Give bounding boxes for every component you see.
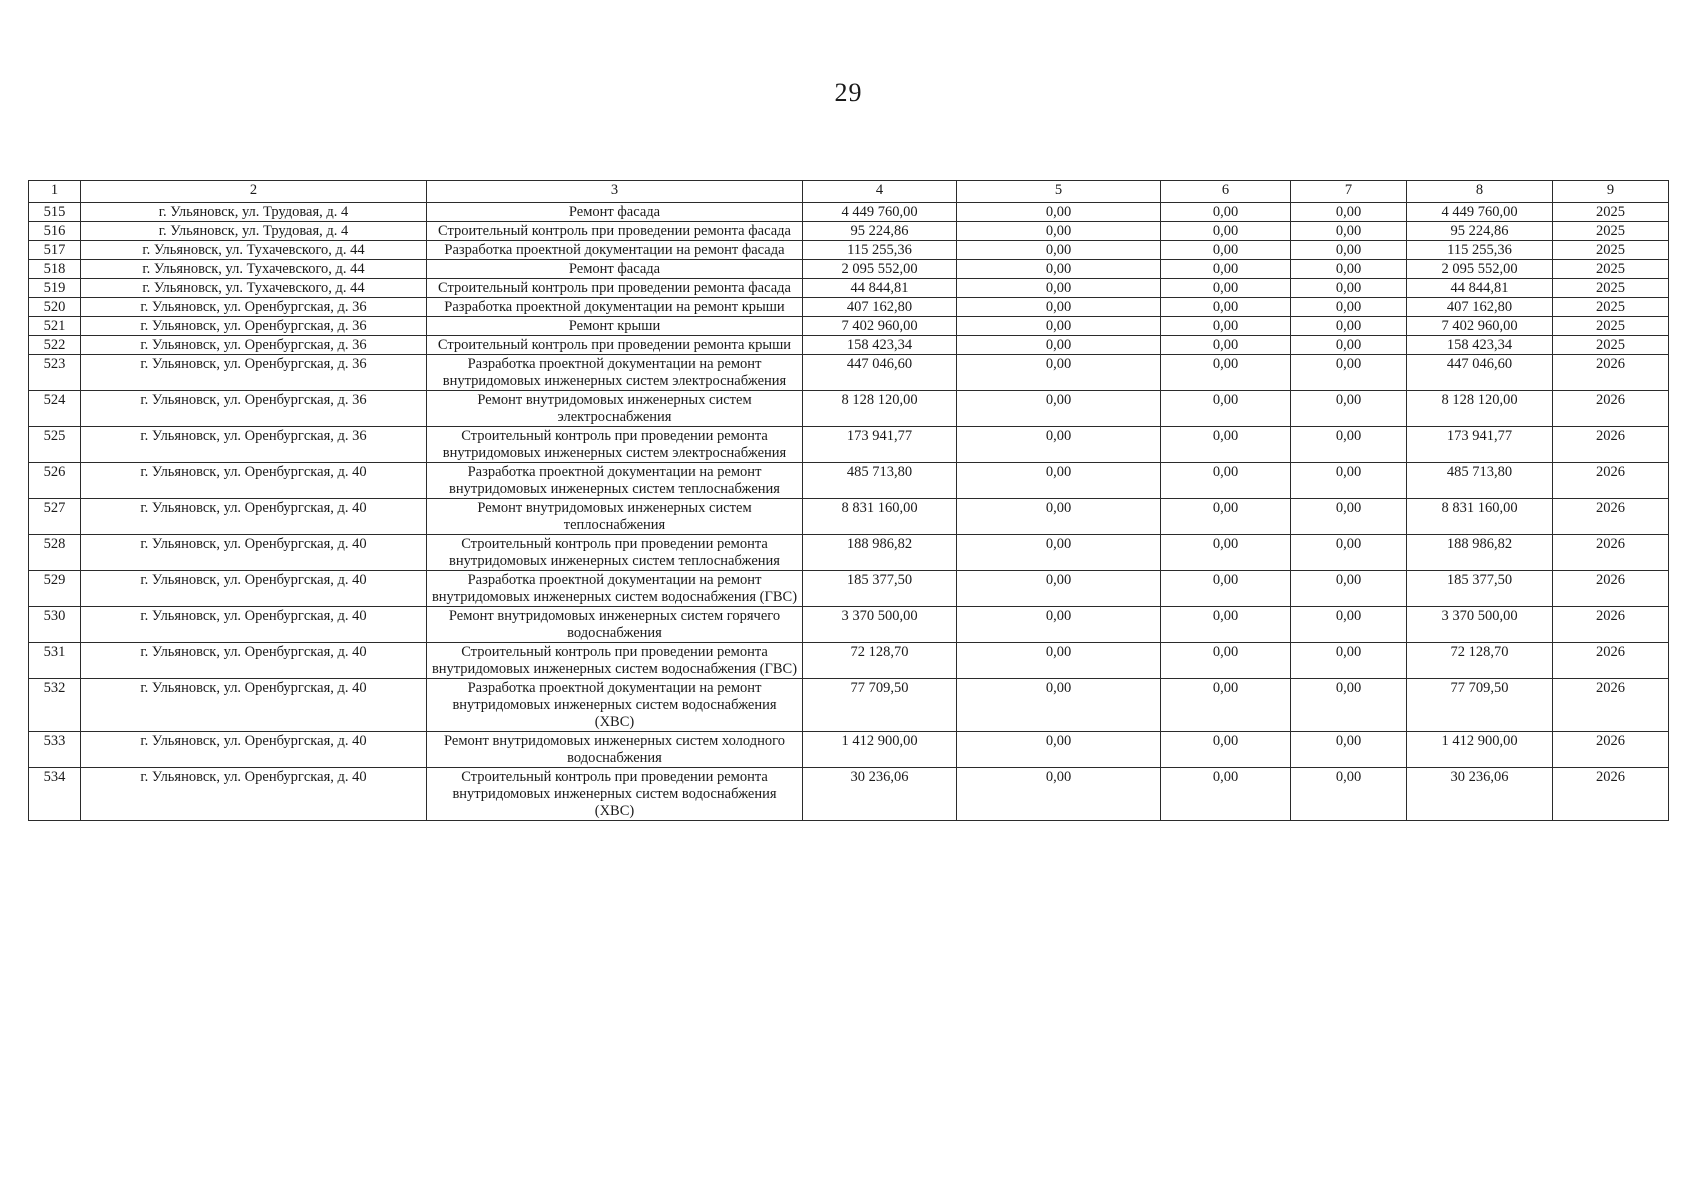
year-cell: 2025 [1553, 279, 1669, 298]
amount-cell: 0,00 [1161, 427, 1291, 463]
table-row [29, 317, 1669, 336]
address-cell: г. Ульяновск, ул. Оренбургская, д. 36 [81, 355, 427, 391]
amount-cell: 0,00 [957, 499, 1161, 535]
amount-cell: 0,00 [1291, 391, 1407, 427]
amount-cell: 7 402 960,00 [1407, 317, 1553, 336]
amount-cell: 30 236,06 [1407, 768, 1553, 821]
amount-cell: 0,00 [957, 427, 1161, 463]
amount-cell: 0,00 [1291, 279, 1407, 298]
row-number-cell: 523 [29, 355, 81, 391]
address-cell: г. Ульяновск, ул. Оренбургская, д. 40 [81, 499, 427, 535]
amount-cell: 0,00 [1161, 336, 1291, 355]
year-cell: 2026 [1553, 355, 1669, 391]
work-type-cell: Разработка проектной документации на ремонт внутридомовых инженерных систем водоснабжения (ХВС) [427, 679, 803, 732]
column-number: 7 [1291, 181, 1407, 203]
address-cell: г. Ульяновск, ул. Трудовая, д. 4 [81, 222, 427, 241]
amount-cell: 77 709,50 [803, 679, 957, 732]
column-number: 1 [29, 181, 81, 203]
work-type-cell: Разработка проектной документации на ремонт фасада [427, 241, 803, 260]
amount-cell: 0,00 [957, 241, 1161, 260]
amount-cell: 0,00 [1161, 499, 1291, 535]
year-cell: 2025 [1553, 203, 1669, 222]
year-cell: 2026 [1553, 427, 1669, 463]
amount-cell: 0,00 [1161, 535, 1291, 571]
row-number-cell: 525 [29, 427, 81, 463]
amount-cell: 447 046,60 [803, 355, 957, 391]
row-number-cell: 533 [29, 732, 81, 768]
amount-cell: 185 377,50 [1407, 571, 1553, 607]
page-number: 29 [834, 78, 863, 107]
work-type-cell: Ремонт внутридомовых инженерных систем горячего водоснабжения [427, 607, 803, 643]
address-cell: г. Ульяновск, ул. Оренбургская, д. 40 [81, 607, 427, 643]
table-row [29, 571, 1669, 607]
year-cell: 2026 [1553, 463, 1669, 499]
amount-cell: 0,00 [1291, 768, 1407, 821]
row-number-cell: 529 [29, 571, 81, 607]
amount-cell: 0,00 [957, 298, 1161, 317]
address-cell: г. Ульяновск, ул. Оренбургская, д. 36 [81, 336, 427, 355]
amount-cell: 2 095 552,00 [1407, 260, 1553, 279]
work-type-cell: Строительный контроль при проведении ремонта крыши [427, 336, 803, 355]
row-number-cell: 521 [29, 317, 81, 336]
amount-cell: 0,00 [1161, 679, 1291, 732]
row-number-cell: 520 [29, 298, 81, 317]
year-cell: 2026 [1553, 643, 1669, 679]
table-row [29, 336, 1669, 355]
table-row [29, 679, 1669, 732]
amount-cell: 0,00 [1161, 607, 1291, 643]
amount-cell: 0,00 [957, 391, 1161, 427]
work-type-cell: Разработка проектной документации на ремонт внутридомовых инженерных систем теплоснабжения [427, 463, 803, 499]
amount-cell: 0,00 [1291, 463, 1407, 499]
amount-cell: 72 128,70 [803, 643, 957, 679]
amount-cell: 0,00 [1161, 260, 1291, 279]
work-type-cell: Ремонт внутридомовых инженерных систем электроснабжения [427, 391, 803, 427]
row-number-cell: 530 [29, 607, 81, 643]
work-type-cell: Ремонт фасада [427, 203, 803, 222]
amount-cell: 185 377,50 [803, 571, 957, 607]
amount-cell: 8 831 160,00 [1407, 499, 1553, 535]
amount-cell: 0,00 [1161, 355, 1291, 391]
column-number: 4 [803, 181, 957, 203]
amount-cell: 0,00 [1291, 241, 1407, 260]
amount-cell: 0,00 [1161, 463, 1291, 499]
row-number-cell: 516 [29, 222, 81, 241]
amount-cell: 0,00 [957, 279, 1161, 298]
amount-cell: 44 844,81 [803, 279, 957, 298]
amount-cell: 0,00 [1161, 317, 1291, 336]
year-cell: 2025 [1553, 317, 1669, 336]
address-cell: г. Ульяновск, ул. Оренбургская, д. 40 [81, 768, 427, 821]
amount-cell: 3 370 500,00 [1407, 607, 1553, 643]
year-cell: 2026 [1553, 499, 1669, 535]
row-number-cell: 524 [29, 391, 81, 427]
address-cell: г. Ульяновск, ул. Оренбургская, д. 36 [81, 391, 427, 427]
amount-cell: 0,00 [957, 535, 1161, 571]
address-cell: г. Ульяновск, ул. Тухачевского, д. 44 [81, 260, 427, 279]
amount-cell: 0,00 [1161, 222, 1291, 241]
amount-cell: 485 713,80 [803, 463, 957, 499]
amount-cell: 95 224,86 [1407, 222, 1553, 241]
work-type-cell: Строительный контроль при проведении ремонта внутридомовых инженерных систем электроснабжения [427, 427, 803, 463]
amount-cell: 0,00 [1161, 571, 1291, 607]
address-cell: г. Ульяновск, ул. Оренбургская, д. 40 [81, 732, 427, 768]
amount-cell: 407 162,80 [803, 298, 957, 317]
address-cell: г. Ульяновск, ул. Оренбургская, д. 36 [81, 427, 427, 463]
table-row [29, 241, 1669, 260]
amount-cell: 72 128,70 [1407, 643, 1553, 679]
amount-cell: 0,00 [1291, 535, 1407, 571]
amount-cell: 0,00 [1291, 336, 1407, 355]
row-number-cell: 531 [29, 643, 81, 679]
amount-cell: 0,00 [957, 260, 1161, 279]
row-number-cell: 519 [29, 279, 81, 298]
address-cell: г. Ульяновск, ул. Оренбургская, д. 36 [81, 298, 427, 317]
amount-cell: 0,00 [1291, 732, 1407, 768]
amount-cell: 0,00 [957, 607, 1161, 643]
table-row [29, 203, 1669, 222]
amount-cell: 158 423,34 [803, 336, 957, 355]
table-row [29, 607, 1669, 643]
work-type-cell: Разработка проектной документации на ремонт крыши [427, 298, 803, 317]
amount-cell: 95 224,86 [803, 222, 957, 241]
works-table [28, 180, 1669, 821]
address-cell: г. Ульяновск, ул. Тухачевского, д. 44 [81, 241, 427, 260]
amount-cell: 0,00 [1161, 643, 1291, 679]
amount-cell: 0,00 [1291, 355, 1407, 391]
column-number: 6 [1161, 181, 1291, 203]
work-type-cell: Строительный контроль при проведении ремонта внутридомовых инженерных систем водоснабжения (ХВС) [427, 768, 803, 821]
amount-cell: 44 844,81 [1407, 279, 1553, 298]
year-cell: 2026 [1553, 535, 1669, 571]
work-type-cell: Строительный контроль при проведении ремонта фасада [427, 222, 803, 241]
amount-cell: 407 162,80 [1407, 298, 1553, 317]
amount-cell: 0,00 [1161, 241, 1291, 260]
amount-cell: 0,00 [1291, 679, 1407, 732]
amount-cell: 0,00 [1291, 260, 1407, 279]
amount-cell: 0,00 [1291, 607, 1407, 643]
column-number: 5 [957, 181, 1161, 203]
amount-cell: 173 941,77 [803, 427, 957, 463]
amount-cell: 0,00 [957, 643, 1161, 679]
work-type-cell: Строительный контроль при проведении ремонта внутридомовых инженерных систем теплоснабжения [427, 535, 803, 571]
amount-cell: 0,00 [1291, 317, 1407, 336]
amount-cell: 158 423,34 [1407, 336, 1553, 355]
row-number-cell: 528 [29, 535, 81, 571]
amount-cell: 0,00 [1291, 643, 1407, 679]
amount-cell: 3 370 500,00 [803, 607, 957, 643]
amount-cell: 4 449 760,00 [803, 203, 957, 222]
amount-cell: 0,00 [1291, 427, 1407, 463]
table-row [29, 427, 1669, 463]
amount-cell: 8 831 160,00 [803, 499, 957, 535]
column-number: 3 [427, 181, 803, 203]
amount-cell: 8 128 120,00 [1407, 391, 1553, 427]
table-row [29, 535, 1669, 571]
table-row [29, 732, 1669, 768]
amount-cell: 188 986,82 [803, 535, 957, 571]
year-cell: 2026 [1553, 768, 1669, 821]
row-number-cell: 527 [29, 499, 81, 535]
address-cell: г. Ульяновск, ул. Тухачевского, д. 44 [81, 279, 427, 298]
amount-cell: 7 402 960,00 [803, 317, 957, 336]
amount-cell: 0,00 [1291, 571, 1407, 607]
year-cell: 2026 [1553, 732, 1669, 768]
row-number-cell: 526 [29, 463, 81, 499]
address-cell: г. Ульяновск, ул. Оренбургская, д. 40 [81, 463, 427, 499]
amount-cell: 115 255,36 [1407, 241, 1553, 260]
table-row [29, 643, 1669, 679]
year-cell: 2026 [1553, 391, 1669, 427]
amount-cell: 0,00 [1161, 732, 1291, 768]
work-type-cell: Разработка проектной документации на ремонт внутридомовых инженерных систем электроснабжения [427, 355, 803, 391]
amount-cell: 0,00 [1291, 203, 1407, 222]
column-number: 2 [81, 181, 427, 203]
amount-cell: 0,00 [1161, 768, 1291, 821]
amount-cell: 188 986,82 [1407, 535, 1553, 571]
amount-cell: 0,00 [1161, 298, 1291, 317]
column-number: 9 [1553, 181, 1669, 203]
amount-cell: 0,00 [1161, 203, 1291, 222]
amount-cell: 0,00 [957, 679, 1161, 732]
row-number-cell: 517 [29, 241, 81, 260]
amount-cell: 115 255,36 [803, 241, 957, 260]
amount-cell: 30 236,06 [803, 768, 957, 821]
amount-cell: 0,00 [957, 571, 1161, 607]
amount-cell: 447 046,60 [1407, 355, 1553, 391]
address-cell: г. Ульяновск, ул. Оренбургская, д. 36 [81, 317, 427, 336]
row-number-cell: 522 [29, 336, 81, 355]
table-row [29, 222, 1669, 241]
amount-cell: 0,00 [1291, 499, 1407, 535]
amount-cell: 1 412 900,00 [1407, 732, 1553, 768]
amount-cell: 173 941,77 [1407, 427, 1553, 463]
year-cell: 2025 [1553, 222, 1669, 241]
year-cell: 2026 [1553, 679, 1669, 732]
table-row [29, 355, 1669, 391]
year-cell: 2025 [1553, 241, 1669, 260]
address-cell: г. Ульяновск, ул. Оренбургская, д. 40 [81, 571, 427, 607]
address-cell: г. Ульяновск, ул. Трудовая, д. 4 [81, 203, 427, 222]
amount-cell: 0,00 [957, 317, 1161, 336]
year-cell: 2026 [1553, 607, 1669, 643]
amount-cell: 0,00 [1291, 298, 1407, 317]
work-type-cell: Ремонт крыши [427, 317, 803, 336]
year-cell: 2026 [1553, 571, 1669, 607]
amount-cell: 0,00 [957, 768, 1161, 821]
amount-cell: 0,00 [957, 732, 1161, 768]
amount-cell: 2 095 552,00 [803, 260, 957, 279]
amount-cell: 8 128 120,00 [803, 391, 957, 427]
amount-cell: 0,00 [957, 355, 1161, 391]
amount-cell: 4 449 760,00 [1407, 203, 1553, 222]
amount-cell: 0,00 [1161, 279, 1291, 298]
address-cell: г. Ульяновск, ул. Оренбургская, д. 40 [81, 679, 427, 732]
address-cell: г. Ульяновск, ул. Оренбургская, д. 40 [81, 535, 427, 571]
address-cell: г. Ульяновск, ул. Оренбургская, д. 40 [81, 643, 427, 679]
work-type-cell: Ремонт фасада [427, 260, 803, 279]
amount-cell: 485 713,80 [1407, 463, 1553, 499]
work-type-cell: Разработка проектной документации на ремонт внутридомовых инженерных систем водоснабжения (ГВС) [427, 571, 803, 607]
table-row [29, 260, 1669, 279]
table-row [29, 768, 1669, 821]
table-row [29, 391, 1669, 427]
work-type-cell: Строительный контроль при проведении ремонта фасада [427, 279, 803, 298]
work-type-cell: Ремонт внутридомовых инженерных систем теплоснабжения [427, 499, 803, 535]
amount-cell: 0,00 [957, 203, 1161, 222]
column-number-row [29, 181, 1669, 203]
amount-cell: 0,00 [957, 463, 1161, 499]
amount-cell: 1 412 900,00 [803, 732, 957, 768]
row-number-cell: 532 [29, 679, 81, 732]
amount-cell: 0,00 [957, 222, 1161, 241]
row-number-cell: 534 [29, 768, 81, 821]
amount-cell: 0,00 [957, 336, 1161, 355]
amount-cell: 0,00 [1291, 222, 1407, 241]
year-cell: 2025 [1553, 298, 1669, 317]
year-cell: 2025 [1553, 260, 1669, 279]
amount-cell: 0,00 [1161, 391, 1291, 427]
table-row [29, 499, 1669, 535]
row-number-cell: 518 [29, 260, 81, 279]
table-row [29, 279, 1669, 298]
row-number-cell: 515 [29, 203, 81, 222]
column-number: 8 [1407, 181, 1553, 203]
table-row [29, 298, 1669, 317]
amount-cell: 77 709,50 [1407, 679, 1553, 732]
work-type-cell: Строительный контроль при проведении ремонта внутридомовых инженерных систем водоснабжения (ГВС) [427, 643, 803, 679]
year-cell: 2025 [1553, 336, 1669, 355]
work-type-cell: Ремонт внутридомовых инженерных систем холодного водоснабжения [427, 732, 803, 768]
table-row [29, 463, 1669, 499]
